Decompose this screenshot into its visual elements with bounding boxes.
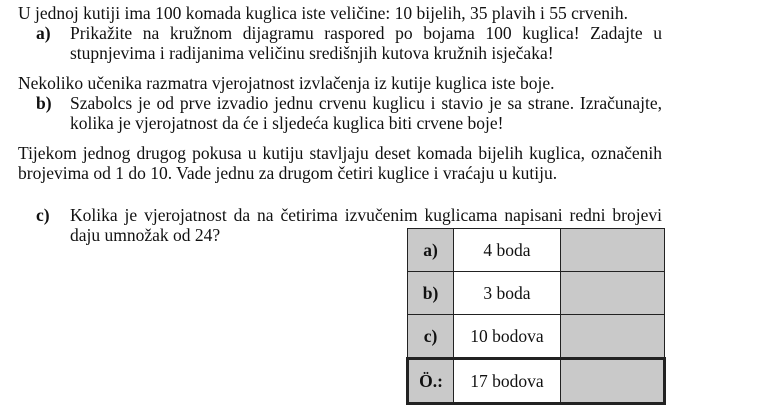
paragraph-2: Nekoliko učenika razmatra vjerojatnost izvlačenja iz kutije kuglica iste boje.: [18, 73, 555, 93]
score-row-label: c): [408, 315, 454, 359]
score-row-points: 10 bodova: [454, 315, 561, 359]
score-input-cell: [561, 272, 665, 315]
score-row-label: Ö.:: [408, 359, 454, 404]
score-table: [406, 228, 666, 405]
task-b-label: b): [36, 93, 52, 113]
score-input-cell: [561, 315, 665, 359]
score-row-label: b): [408, 272, 454, 315]
task-a-label: a): [36, 23, 51, 43]
intro-paragraph: U jednoj kutiji ima 100 komada kuglica iste veličine: 10 bijelih, 35 plavih i 55 crvenih.: [18, 3, 628, 23]
score-row-c: [408, 315, 665, 359]
score-input-cell: [561, 359, 665, 404]
score-row-points: 4 boda: [454, 229, 561, 272]
score-row-total: [408, 359, 665, 404]
task-b-text: Szabolcs je od prve izvadio jednu crvenu kuglicu i stavio je sa strane. Izračunajte, kolika je vjerojatnost da će i sljedeća kuglica biti crvene boje!: [70, 93, 662, 133]
task-a-text: Prikažite na kružnom dijagramu raspored po bojama 100 kuglica! Zadajte u stupnjevima i radijanima veličinu središnjih kutova kružnih isječaka!: [70, 23, 662, 63]
task-a: [18, 23, 662, 63]
task-b: [18, 93, 662, 133]
task-c-text: Kolika je vjerojatnost da na četirima izvučenim kuglicama napisani redni brojevi daju umnožak od 24?: [70, 205, 662, 245]
score-row-label: a): [408, 229, 454, 272]
task-c-label: c): [36, 205, 50, 225]
score-row-a: [408, 229, 665, 272]
score-row-b: [408, 272, 665, 315]
score-row-points: 17 bodova: [454, 359, 561, 404]
score-input-cell: [561, 229, 665, 272]
paragraph-3: Tijekom jednog drugog pokusa u kutiju stavljaju deset komada bijelih kuglica, označenih brojevima od 1 do 10. Vade jednu za drugom četiri kuglice i vraćaju u kutiju.: [18, 143, 662, 183]
score-row-points: 3 boda: [454, 272, 561, 315]
